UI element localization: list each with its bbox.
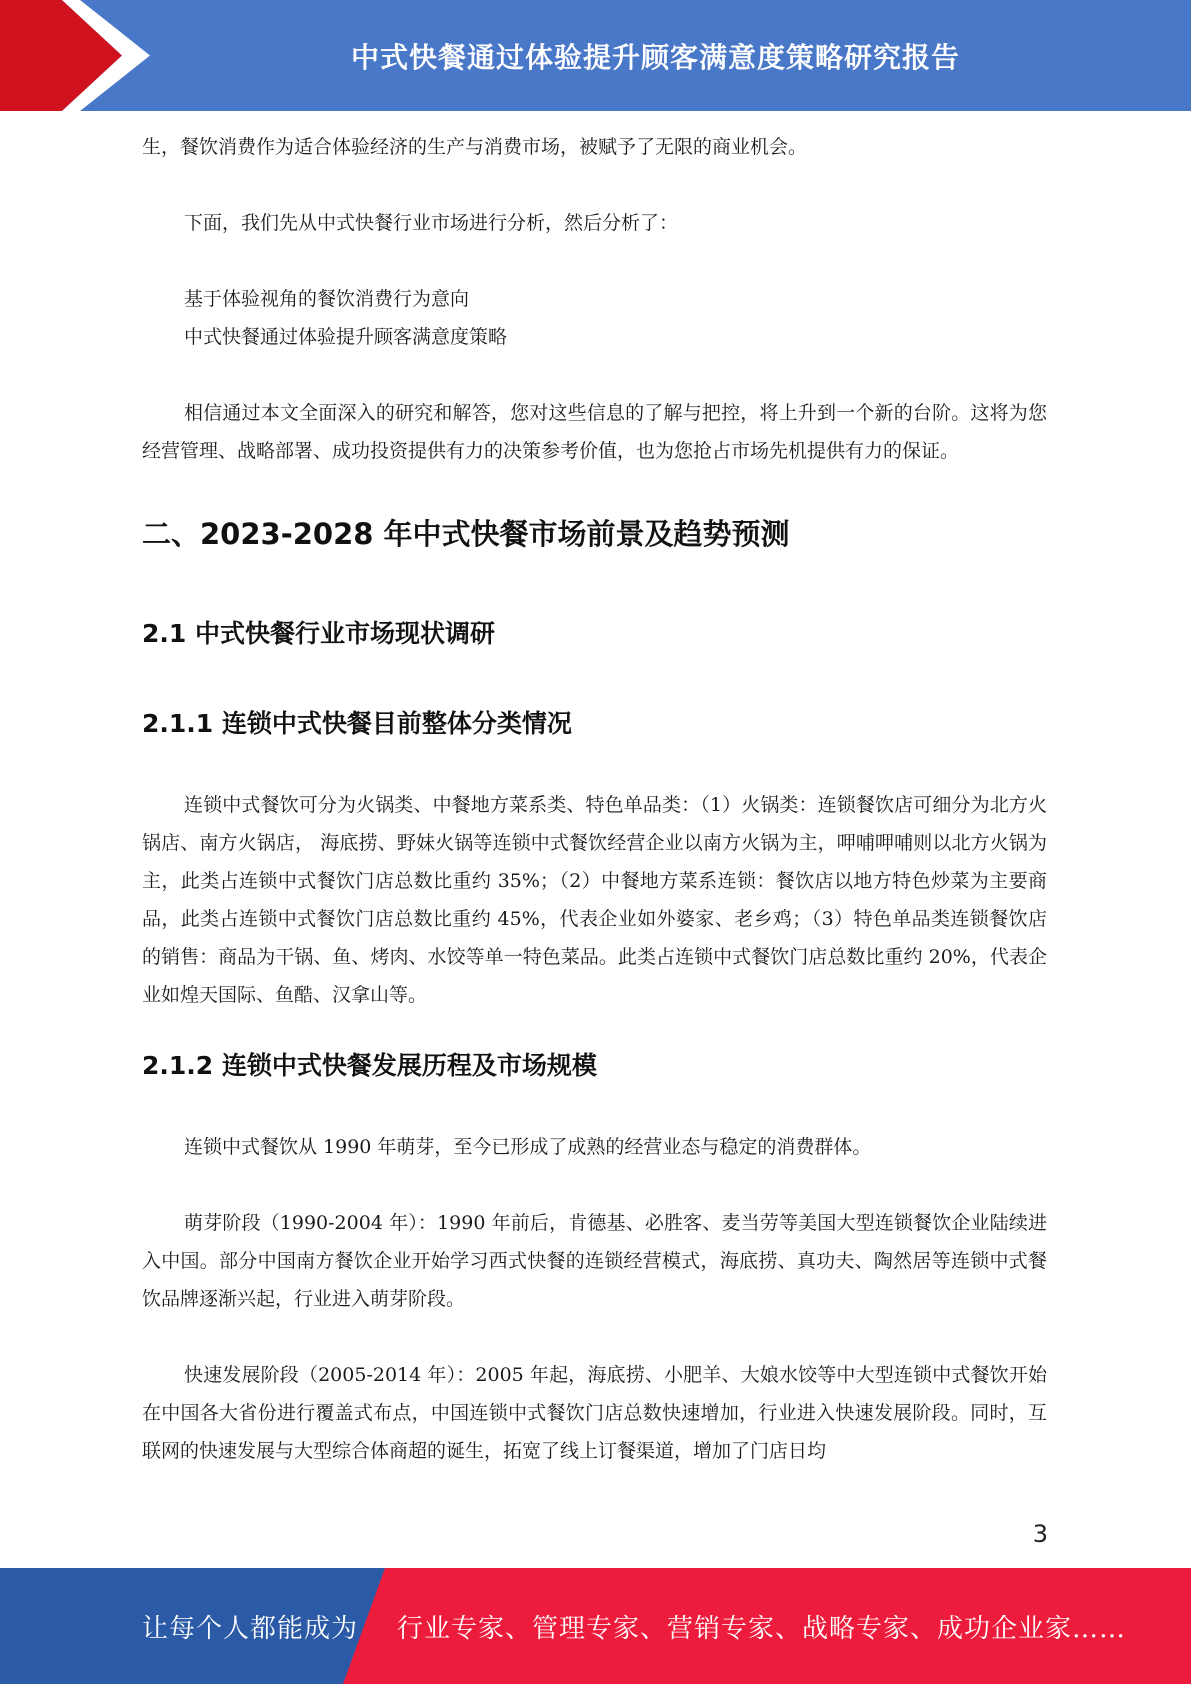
footer-slogan-right: 行业专家、管理专家、营销专家、战略专家、成功企业家…… (397, 1613, 1127, 1644)
paragraph-intro-end: 生，餐饮消费作为适合体验经济的生产与消费市场，被赋予了无限的商业机会。 (142, 136, 808, 158)
sub-subsection-heading: 2.1.2 连锁中式快餐发展历程及市场规模 (142, 1051, 597, 1080)
report-title: 中式快餐通过体验提升顾客满意度策略研究报告 (350, 40, 960, 74)
page-footer (0, 1568, 1191, 1684)
list-item: 基于体验视角的餐饮消费行为意向 (184, 288, 470, 310)
page-content (142, 128, 1047, 1470)
subsection-heading: 2.1 中式快餐行业市场现状调研 (142, 619, 495, 648)
paragraph-categories: 连锁中式餐饮可分为火锅类、中餐地方菜系类、特色单品类：（1）火锅类：连锁餐饮店可细分为北方火锅店、南方火锅店， 海底捞、野妹火锅等连锁中式餐饮经营企业以南方火锅为主，呷哺呷哺则以北方火锅为主，此类占连锁中式餐饮门店总数比重约 35%；（2）中餐地方菜系连锁：餐饮店以地方特色炒菜为主要商品，此类占连锁中式餐饮门店总数比重约 45%，代表企业如外婆家、老乡鸡；（3）特色单品类连锁餐饮店的销售：商品为干锅、鱼、烤肉、水饺等单一特色菜品。此类占连锁中式餐饮门店总数比重约 20%，代表企业如煌天国际、鱼酷、汉拿山等。 (142, 794, 1047, 1006)
paragraph-analysis: 下面，我们先从中式快餐行业市场进行分析，然后分析了： (184, 212, 679, 234)
paragraph-stage-1: 萌芽阶段（1990-2004 年）：1990 年前后，肯德基、必胜客、麦当劳等美国大型连锁餐饮企业陆续进入中国。部分中国南方餐饮企业开始学习西式快餐的连锁经营模式，海底捞、真功夫、陶然居等连锁中式餐饮品牌逐渐兴起，行业进入萌芽阶段。 (142, 1212, 1047, 1310)
page-number: 3 (1032, 1520, 1048, 1548)
section-heading: 二、2023-2028 年中式快餐市场前景及趋势预测 (142, 517, 790, 551)
paragraph-stage-2: 快速发展阶段（2005-2014 年）：2005 年起，海底捞、小肥羊、大娘水饺等中大型连锁中式餐饮开始在中国各大省份进行覆盖式布点，中国连锁中式餐饮门店总数快速增加，行业进入快速发展阶段。同时，互联网的快速发展与大型综合体商超的诞生，拓宽了线上订餐渠道，增加了门店日均 (142, 1364, 1047, 1462)
paragraph-conclusion: 相信通过本文全面深入的研究和解答，您对这些信息的了解与把控，将上升到一个新的台阶。这将为您经营管理、战略部署、成功投资提供有力的决策参考价值，也为您抢占市场先机提供有力的保证。 (142, 402, 1047, 462)
list-item: 中式快餐通过体验提升顾客满意度策略 (184, 326, 508, 348)
sub-subsection-heading: 2.1.1 连锁中式快餐目前整体分类情况 (142, 709, 572, 738)
footer-slogan-left: 让每个人都能成为 (142, 1613, 359, 1644)
page-header (0, 0, 1191, 111)
paragraph-history: 连锁中式餐饮从 1990 年萌芽，至今已形成了成熟的经营业态与稳定的消费群体。 (184, 1136, 872, 1158)
chevron-right-banner-icon (0, 0, 160, 111)
